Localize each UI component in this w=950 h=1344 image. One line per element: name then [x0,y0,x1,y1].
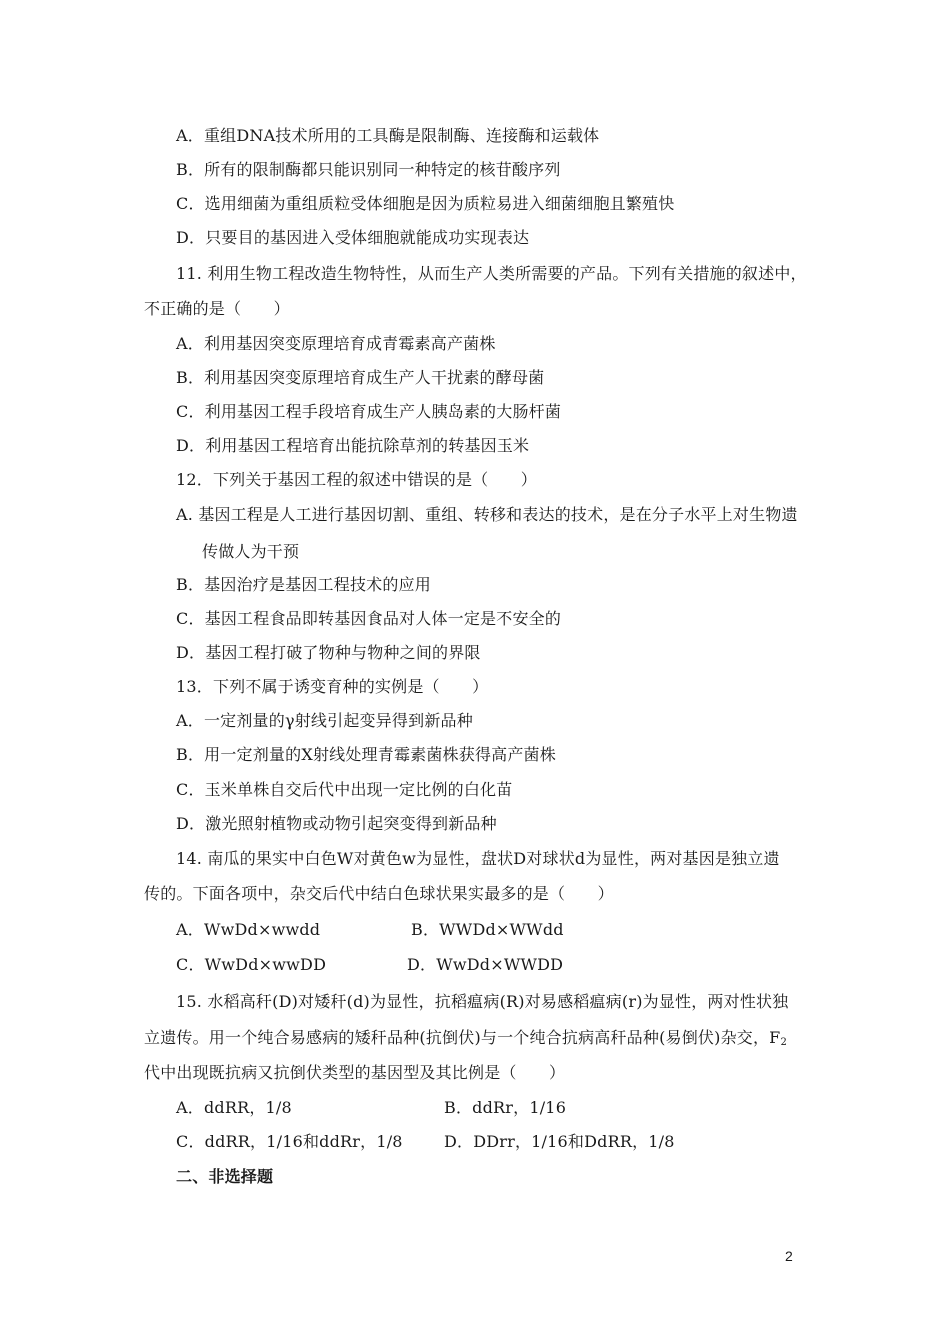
q15-f2-subscript: 2 [780,1037,788,1048]
q11-stem-line2: 不正确的是（ ） [144,299,290,318]
q13-option-c: C．玉米单株自交后代中出现一定比例的白化苗 [176,780,513,799]
q10-option-a: A．重组DNA技术所用的工具酶是限制酶、连接酶和运载体 [176,126,600,145]
q14-option-c: C．WwDd×wwDD [176,955,327,974]
q13-option-d: D．激光照射植物或动物引起突变得到新品种 [176,814,497,833]
q11-option-d: D．利用基因工程培育出能抗除草剂的转基因玉米 [176,436,530,455]
q15-stem-line1: 15. 水稻高秆(D)对矮秆(d)为显性，抗稻瘟病(R)对易感稻瘟病(r)为显性，两对性状独 [176,992,789,1011]
q14-stem-line1: 14. 南瓜的果实中白色W对黄色w为显性，盘状D对球状d为显性，两对基因是独立遗 [176,849,780,868]
section-title: 二、非选择题 [176,1167,274,1186]
q15-option-c: C．ddRR，1/16和ddRr，1/8 [176,1132,403,1151]
q12-option-c: C．基因工程食品即转基因食品对人体一定是不安全的 [176,609,562,628]
q14-option-b: B．WWDd×WWdd [411,920,564,939]
q11-option-b: B．利用基因突变原理培育成生产人干扰素的酵母菌 [176,368,545,387]
q15-stem-line2 [144,1028,787,1048]
q11-option-a: A．利用基因突变原理培育成青霉素高产菌株 [176,334,496,353]
q14-stem-line2: 传的。下面各项中，杂交后代中结白色球状果实最多的是（ ） [144,884,614,903]
q11-option-c: C．利用基因工程手段培育成生产人胰岛素的大肠杆菌 [176,402,562,421]
q14-option-d: D．WwDd×WWDD [407,955,564,974]
q14-option-a: A．WwDd×wwdd [176,920,321,939]
q10-option-d: D．只要目的基因进入受体细胞就能成功实现表达 [176,228,530,247]
q13-option-a: A．一定剂量的γ射线引起变异得到新品种 [176,711,473,730]
q15-option-b: B．ddRr，1/16 [444,1098,567,1117]
q15-option-a: A．ddRR，1/8 [176,1098,292,1117]
page-number: 2 [785,1248,793,1264]
q15-option-d: D．DDrr，1/16和DdRR，1/8 [444,1132,675,1151]
q12-option-d: D．基因工程打破了物种与物种之间的界限 [176,643,481,662]
q12-option-a-line2: 传做人为干预 [202,542,300,561]
q12-option-a-line1: A. 基因工程是人工进行基因切割、重组、转移和表达的技术，是在分子水平上对生物遗 [176,505,798,524]
q12-option-b: B．基因治疗是基因工程技术的应用 [176,575,431,594]
q15-stem-line2-text: 立遗传。用一个纯合易感病的矮秆品种(抗倒伏)与一个纯合抗病高秆品种(易倒伏)杂交，F [144,1028,781,1047]
q11-stem-line1: 11. 利用生物工程改造生物特性，从而生产人类所需要的产品。下列有关措施的叙述中， [176,264,807,283]
q10-option-c: C．选用细菌为重组质粒受体细胞是因为质粒易进入细菌细胞且繁殖快 [176,194,675,213]
q10-option-b: B．所有的限制酶都只能识别同一种特定的核苷酸序列 [176,160,561,179]
q15-stem-line3: 代中出现既抗病又抗倒伏类型的基因型及其比例是（ ） [144,1063,566,1082]
q12-stem: 12．下列关于基因工程的叙述中错误的是（ ） [176,470,537,489]
q13-stem: 13．下列不属于诱变育种的实例是（ ） [176,677,489,696]
q13-option-b: B．用一定剂量的X射线处理青霉素菌株获得高产菌株 [176,745,556,764]
